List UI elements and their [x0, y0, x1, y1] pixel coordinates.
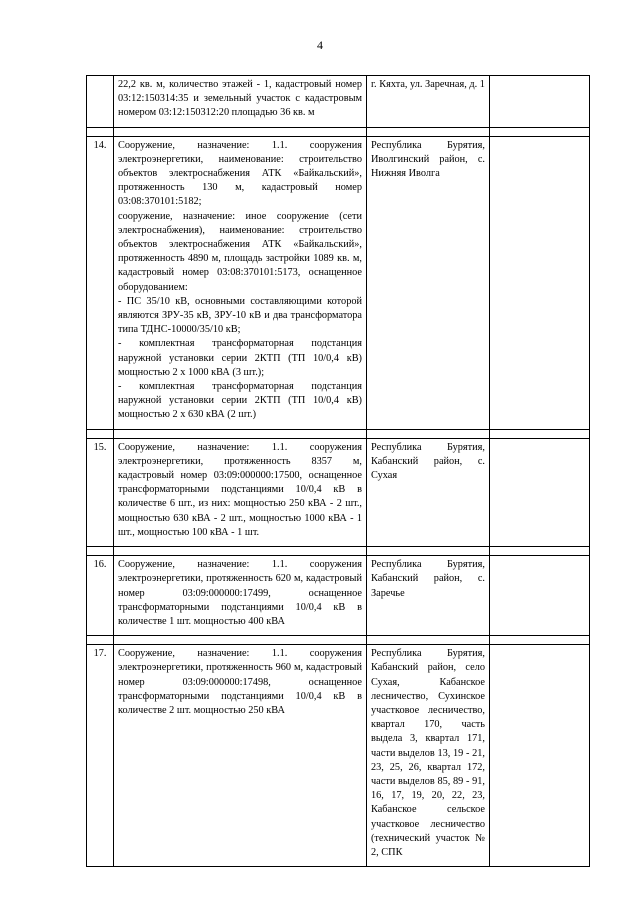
- row-number: 14.: [87, 136, 114, 429]
- object-description: [114, 556, 367, 636]
- description-paragraph: - ПС 35/10 кВ, основными составляющими которой являются ЗРУ-35 кВ, ЗРУ-10 кВ и два трансформатора типа ТДНС-10000/35/10 кВ;: [118, 295, 362, 336]
- object-description: [114, 76, 367, 128]
- address-text: Республика Бурятия, Кабанский район, с. Заречье: [371, 559, 485, 599]
- address-text: Республика Бурятия, Иволгинский район, с. Нижняя Иволга: [371, 139, 485, 180]
- empty-cell: [490, 136, 590, 429]
- description-paragraph: Сооружение, назначение: 1.1. сооружения электроэнергетики, протяженность 620 м, кадастровый номер 03:09:000000:17499, оснащенное трансформаторными подстанциями 10/0,4 кВ в количестве 1 шт. мощностью 400 кВА: [118, 559, 362, 627]
- object-address: [367, 76, 490, 128]
- object-description: [114, 645, 367, 867]
- empty-cell: [490, 76, 590, 128]
- table-row: [87, 76, 590, 128]
- table-gap-row: [87, 429, 590, 438]
- row-number: 15.: [87, 438, 114, 546]
- table-row: [87, 645, 590, 867]
- object-address: [367, 438, 490, 546]
- address-text: Республика Бурятия, Кабанский район, село Сухая, Кабанское лесничество, Сухинское участковое лесничество, квартал 170, часть выдела 3, квартал 171, части выделов 13, 19 - 21, 23, 25, 26, квартал 172, части выделов 85, 89 - 91, 16, 17, 19, 20, 22, 23, Кабанское сельское участковое лесничество (технический участок № 2, СПК: [371, 648, 485, 858]
- property-table: [86, 75, 590, 867]
- empty-cell: [490, 556, 590, 636]
- object-address: [367, 136, 490, 429]
- row-number: [87, 76, 114, 128]
- row-number: 17.: [87, 645, 114, 867]
- table-gap-row: [87, 547, 590, 556]
- row-number: 16.: [87, 556, 114, 636]
- table-gap-row: [87, 636, 590, 645]
- description-paragraph: Сооружение, назначение: 1.1. сооружения электроэнергетики, наименование: строительство объектов электроснабжения АТК «Байкальский», протяженность 130 м, кадастровый номер 03:08:370101:5182;: [118, 139, 362, 208]
- description-paragraph: сооружение, назначение: иное сооружение (сети электроснабжения), наименование: строительство объектов электроснабжения АТК «Байкальский», протяженность 4890 м, площадь застройки 1089 кв. м, кадастровый номер 03:08:370101:5173, оснащенное оборудованием:: [118, 210, 362, 293]
- address-text: Республика Бурятия, Кабанский район, с. Сухая: [371, 441, 485, 482]
- table-row: [87, 556, 590, 636]
- page-number: 4: [317, 38, 323, 52]
- description-paragraph: - комплектная трансформаторная подстанция наружной установки серии 2КТП (ТП 10/0,4 кВ) мощностью 2 х 1000 кВА (3 шт.);: [118, 338, 362, 378]
- table-gap-row: [87, 127, 590, 136]
- empty-cell: [490, 645, 590, 867]
- table-row: [87, 438, 590, 546]
- object-description: [114, 438, 367, 546]
- description-paragraph: - комплектная трансформаторная подстанция наружной установки серии 2КТП (ТП 10/0,4 кВ) мощностью 2 х 630 кВА (2 шт.): [118, 381, 362, 421]
- empty-cell: [490, 438, 590, 546]
- description-paragraph: Сооружение, назначение: 1.1. сооружения электроэнергетики, протяженность 8357 м, кадастровый номер 03:09:000000:17500, оснащенное трансформаторными подстанциями 10/0,4 кВ в количестве 6 шт., из них: мощностью 250 кВА - 2 шт., мощностью 630 кВА - 2 шт., мощностью 1000 кВА - 1 шт., мощностью 100 кВА - 1 шт.: [118, 441, 362, 538]
- table-row: [87, 136, 590, 429]
- address-text: г. Кяхта, ул. Заречная, д. 1: [371, 79, 485, 90]
- object-address: [367, 556, 490, 636]
- object-description: [114, 136, 367, 429]
- description-paragraph: 22,2 кв. м, количество этажей - 1, кадастровый номер 03:12:150314:35 и земельный участок с кадастровым номером 03:12:150312:20 площадью 36 кв. м: [118, 79, 362, 119]
- description-paragraph: Сооружение, назначение: 1.1. сооружения электроэнергетики, протяженность 960 м, кадастровый номер 03:09:000000:17498, оснащенное трансформаторными подстанциями 10/0,4 кВ в количестве 2 шт. мощностью 250 кВА: [118, 648, 362, 716]
- object-address: [367, 645, 490, 867]
